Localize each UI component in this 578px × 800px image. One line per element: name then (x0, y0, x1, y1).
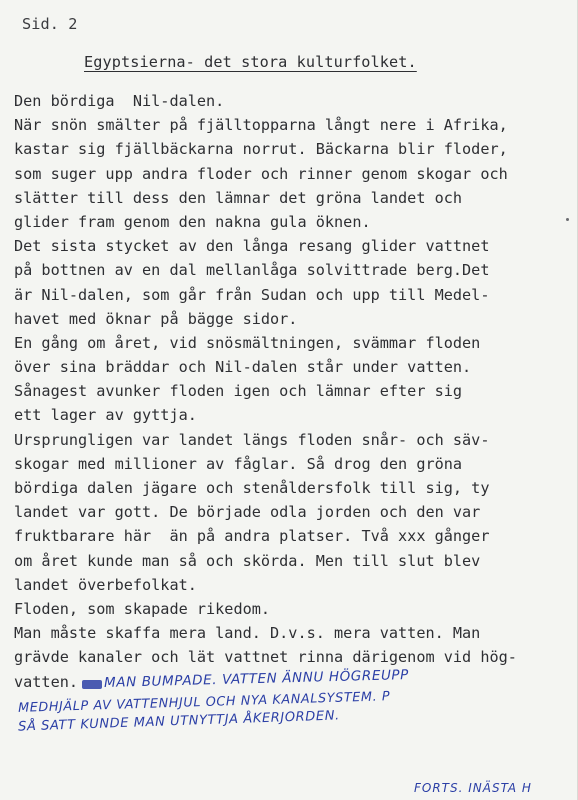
text-line: över sina bräddar och Nil-dalen står under vatten. (14, 358, 472, 377)
text-line: glider fram genom den nakna gula öknen. (14, 212, 371, 231)
text-line: som suger upp andra floder och rinner genom skogar och (14, 164, 508, 183)
text-line: havet med öknar på bägge sidor. (14, 309, 298, 328)
document-title: Egyptsierna- det stora kulturfolket. (84, 53, 417, 71)
text-line: grävde kanaler och lät vattnet rinna därigenom vid hög- (14, 648, 517, 667)
page-number: Sid. 2 (22, 15, 78, 33)
text-line: slätter till dess den lämnar det gröna landet och (14, 188, 463, 207)
text-line: Ursprungligen var landet längs floden snår- och säv- (14, 430, 490, 449)
text-line: bördiga dalen jägare och stenåldersfolk till sig, ty (14, 479, 490, 497)
text-line: landet var gott. De började odla jorden och den var (14, 503, 481, 522)
text-line: om året kunde man så och skörda. Men till slut blev (14, 551, 481, 570)
text-line: ett lager av gyttja. (14, 406, 197, 425)
handwritten-note-line-1: MAN BUMPADE. VATTEN ÄNNU HÖGREUPP (103, 667, 410, 691)
text-line: skogar med millioner av fåglar. Så drog den gröna (14, 454, 463, 473)
text-line: Det sista stycket av den långa resang glider vattnet (14, 237, 490, 256)
text-line: på bottnen av en dal mellanlåga solvittrade berg.Det (14, 261, 490, 280)
text-line: Sånagest avunker floden igen och lämnar efter sig (14, 382, 463, 401)
continuation-note: FORTS. INÄSTA H (414, 781, 532, 795)
handwritten-note-line-2: MEDHJÄLP AV VATTENHJUL OCH NYA KANALSYSTEM. P (17, 689, 391, 716)
text-line: En gång om året, vid snösmältningen, svämmar floden (14, 333, 481, 352)
text-line: Den bördiga Nil-dalen. (14, 92, 225, 110)
text-line: När snön smälter på fjälltopparna långt nere i Afrika, (14, 116, 508, 135)
body-text (14, 89, 574, 694)
text-line: är Nil-dalen, som går från Sudan och upp till Medel- (14, 285, 490, 304)
text-line: kastar sig fjällbäckarna norrut. Bäckarna blir floder, (14, 140, 508, 159)
text-line: fruktbarare här än på andra platser. Två xxx gånger (14, 527, 490, 546)
margin-dot (566, 218, 569, 221)
handwritten-note-line-3: SÅ SATT KUNDE MAN UTNYTTJA ÅKERJORDEN. (17, 708, 341, 735)
text-line: Floden, som skapade rikedom. (14, 599, 271, 618)
text-line: vatten. (14, 672, 79, 691)
text-line: Man måste skaffa mera land. D.v.s. mera vatten. Man (14, 624, 481, 643)
text-line: landet överbefolkat. (14, 575, 197, 594)
ink-scribble (82, 680, 102, 689)
